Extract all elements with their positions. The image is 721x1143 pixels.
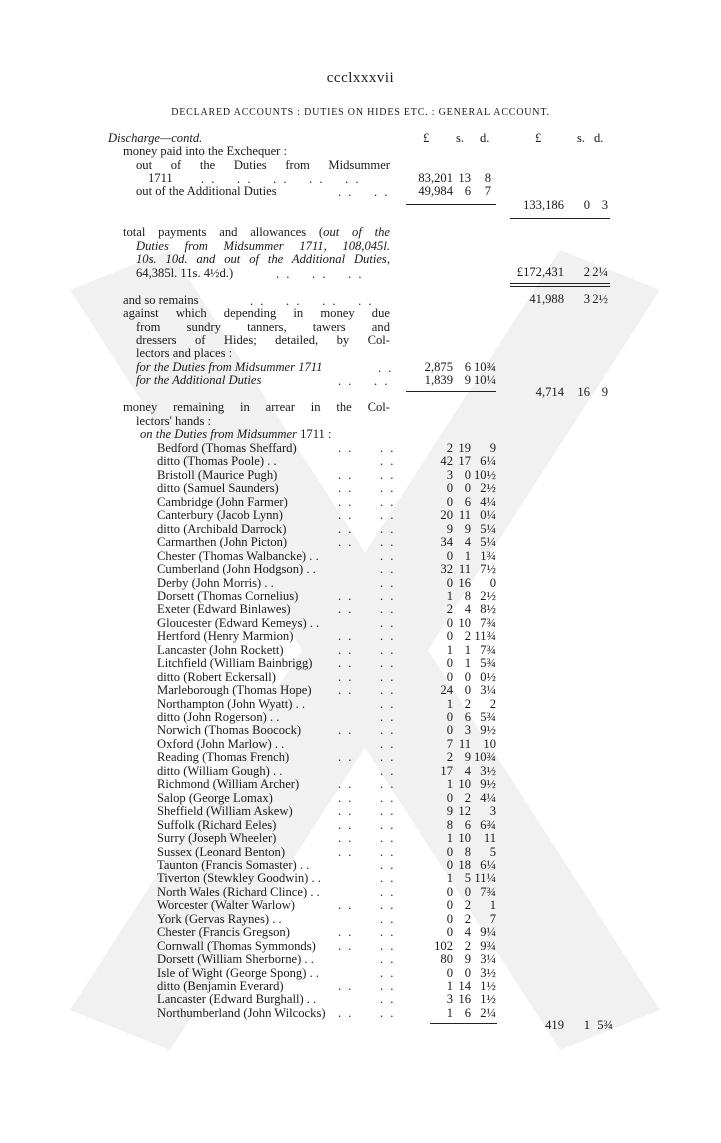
collector-name: Dorsett (Thomas Cornelius) xyxy=(157,589,299,603)
amount-l: 80 xyxy=(440,952,453,966)
collector-name: Litchfield (William Bainbrigg) xyxy=(157,656,313,670)
amount-l: 32 xyxy=(440,562,453,576)
arrear-total-s: 1 xyxy=(583,1018,590,1032)
amount-d: 3 xyxy=(489,804,496,818)
col-header-pounds-2: £ xyxy=(535,131,542,145)
amount-s: 4 xyxy=(464,764,471,778)
amount-d: 11¾ xyxy=(474,629,496,643)
depending-line1: against which depending in money due xyxy=(123,306,390,320)
total-payments-line1: total payments and allowances (out of the xyxy=(123,225,390,239)
exchequer-total-s: 0 xyxy=(583,198,590,212)
table-row: Canterbury (Jacob Lynn) . . . . xyxy=(157,508,396,522)
amount-l: 17 xyxy=(440,764,453,778)
amount-l: 24 xyxy=(440,683,453,697)
amount-l: 1 xyxy=(446,777,453,791)
amount-l: 0 xyxy=(446,912,453,926)
amount-s: 10 xyxy=(458,777,471,791)
amount-d: 9 xyxy=(489,441,496,455)
page-number: ccclxxxvii xyxy=(326,70,395,86)
amount-s: 19 xyxy=(458,441,471,455)
amount-d: 7¾ xyxy=(480,885,496,899)
amount-l: 0 xyxy=(446,898,453,912)
table-row: Worcester (Walter Warlow) . . . . xyxy=(157,898,396,912)
amount-s: 10 xyxy=(458,616,471,630)
arrear-line3: on the Duties from Midsummer 1711 : xyxy=(140,427,332,441)
amount-d: 9¾ xyxy=(480,939,496,953)
depending-total-l: 4,714 xyxy=(535,385,564,399)
table-row: Salop (George Lomax) . . . . xyxy=(157,791,396,805)
collector-name: Bedford (Thomas Sheffard) xyxy=(157,441,297,455)
amount-d: 2 xyxy=(489,697,496,711)
amount-s: 1 xyxy=(464,549,471,563)
collector-name: Norwich (Thomas Boocock) xyxy=(157,723,302,737)
table-row: Bedford (Thomas Sheffard) . . . . xyxy=(157,441,396,455)
table-row: Chester (Thomas Walbancke) . . . . xyxy=(157,549,396,563)
amount-s: 2 xyxy=(464,939,471,953)
depending-line6: for the Additional Duties xyxy=(136,373,262,387)
amount-d: 3½ xyxy=(480,966,496,980)
col-header-pence-2: d. xyxy=(594,131,604,145)
amount-s: 2 xyxy=(464,697,471,711)
amount-l: 3 xyxy=(446,468,453,482)
collector-name: Canterbury (Jacob Lynn) xyxy=(157,508,283,522)
table-row: Tiverton (Stewkley Goodwin) . . . . xyxy=(157,871,396,885)
amount-l: 0 xyxy=(446,629,453,643)
collector-name: ditto (Archibald Darrock) xyxy=(157,522,287,536)
depending-a2-s: 9 xyxy=(464,373,471,387)
collector-name: Suffolk (Richard Eeles) xyxy=(157,818,277,832)
collector-name: Hertford (Henry Marmion) xyxy=(157,629,294,643)
amount-l: 0 xyxy=(446,710,453,724)
amount-l: 1 xyxy=(446,979,453,993)
collector-name: Dorsett (William Sherborne) . . xyxy=(157,952,314,966)
amount-l: 1 xyxy=(446,589,453,603)
collector-name: York (Gervas Raynes) . . xyxy=(157,912,282,926)
amount-d: 1 xyxy=(489,898,496,912)
depending-line3: dressers of Hides; detailed, by Col- xyxy=(136,333,390,347)
amount-l: 0 xyxy=(446,481,453,495)
discharge-label: Discharge—contd. xyxy=(108,131,203,145)
total-payments-d: 2¼ xyxy=(592,265,608,279)
collector-name: Gloucester (Edward Kemeys) . . xyxy=(157,616,320,630)
table-row: ditto (Benjamin Everard) . . . . xyxy=(157,979,396,993)
amount-l: 2 xyxy=(446,602,453,616)
amount-s: 11 xyxy=(458,737,471,751)
amount-d: 7 xyxy=(489,912,496,926)
table-row: Chester (Francis Gregson) . . . . xyxy=(157,925,396,939)
exchequer-a1-l: 83,201 xyxy=(418,171,453,185)
exchequer-a2-s: 6 xyxy=(464,184,471,198)
amount-l: 0 xyxy=(446,925,453,939)
amount-s: 4 xyxy=(464,925,471,939)
table-row: Dorsett (Thomas Cornelius) . . . . xyxy=(157,589,396,603)
exchequer-a1-s: 13 xyxy=(458,171,471,185)
amount-l: 0 xyxy=(446,616,453,630)
depending-line2: from sundry tanners, tawers and xyxy=(136,320,390,334)
amount-s: 14 xyxy=(458,979,471,993)
exchequer-a2-l: 49,984 xyxy=(418,184,453,198)
amount-s: 4 xyxy=(464,602,471,616)
collector-name: Salop (George Lomax) xyxy=(157,791,273,805)
collector-name: Surry (Joseph Wheeler) xyxy=(157,831,277,845)
amount-s: 0 xyxy=(464,966,471,980)
amount-d: 7½ xyxy=(480,562,496,576)
amount-s: 1 xyxy=(464,656,471,670)
amount-l: 0 xyxy=(446,858,453,872)
collector-name: North Wales (Richard Clince) . . xyxy=(157,885,320,899)
depending-a1-l: 2,875 xyxy=(424,360,453,374)
arrear-line1: money remaining in arrear in the Col- xyxy=(123,400,390,414)
amount-d: 6¼ xyxy=(480,858,496,872)
amount-d: 7¾ xyxy=(480,643,496,657)
amount-d: 9½ xyxy=(480,723,496,737)
amount-l: 1 xyxy=(446,831,453,845)
table-row: Lancaster (John Rockett) . . . . xyxy=(157,643,396,657)
amount-s: 0 xyxy=(464,670,471,684)
amount-s: 16 xyxy=(458,992,471,1006)
depending-a1-d: 10¾ xyxy=(473,360,496,374)
table-row: Marleborough (Thomas Hope) . . . . xyxy=(157,683,396,697)
table-row: Bristoll (Maurice Pugh) . . . . xyxy=(157,468,396,482)
amount-s: 0 xyxy=(464,468,471,482)
arrear-total-d: 5¾ xyxy=(597,1018,613,1032)
amount-s: 1 xyxy=(464,643,471,657)
col-header-shillings-1: s. xyxy=(456,131,465,145)
depending-line4: lectors and places : xyxy=(136,346,233,360)
collector-name: Chester (Thomas Walbancke) . . xyxy=(157,549,319,563)
amount-s: 2 xyxy=(464,791,471,805)
exchequer-line2: out of the Additional Duties xyxy=(136,184,277,198)
amount-d: 9½ xyxy=(480,777,496,791)
table-row: Derby (John Morris) . . . . xyxy=(157,576,396,590)
collector-name: Reading (Thomas French) xyxy=(157,750,290,764)
table-row: Exeter (Edward Binlawes) . . . . xyxy=(157,602,396,616)
amount-s: 10 xyxy=(458,831,471,845)
exchequer-total-l: 133,186 xyxy=(523,198,564,212)
amount-s: 6 xyxy=(464,818,471,832)
amount-s: 0 xyxy=(464,885,471,899)
amount-d: 4¼ xyxy=(480,495,496,509)
amount-d: 0½ xyxy=(480,670,496,684)
table-row: Gloucester (Edward Kemeys) . . . . xyxy=(157,616,396,630)
amount-l: 34 xyxy=(440,535,453,549)
amount-l: 0 xyxy=(446,670,453,684)
amount-s: 6 xyxy=(464,495,471,509)
amount-d: 2½ xyxy=(480,481,496,495)
collector-name: Marleborough (Thomas Hope) xyxy=(157,683,312,697)
depending-a2-l: 1,839 xyxy=(424,373,453,387)
exchequer-a2-d: 7 xyxy=(484,184,491,198)
collector-name: ditto (Benjamin Everard) xyxy=(157,979,284,993)
table-row: Cumberland (John Hodgson) . . . . xyxy=(157,562,396,576)
total-payments-line4: 64,385l. 11s. 4½d.) xyxy=(136,266,234,280)
table-row: Surry (Joseph Wheeler) . . . . xyxy=(157,831,396,845)
amount-s: 18 xyxy=(458,858,471,872)
amount-l: 2 xyxy=(446,750,453,764)
table-row: York (Gervas Raynes) . . . . xyxy=(157,912,396,926)
amount-s: 6 xyxy=(464,710,471,724)
amount-d: 5¾ xyxy=(480,656,496,670)
amount-s: 4 xyxy=(464,535,471,549)
amount-s: 11 xyxy=(458,508,471,522)
table-row: Sussex (Leonard Benton) . . . . xyxy=(157,845,396,859)
amount-d: 10 xyxy=(483,737,496,751)
amount-s: 8 xyxy=(464,589,471,603)
amount-s: 0 xyxy=(464,683,471,697)
table-row: ditto (Thomas Poole) . . . . xyxy=(157,454,396,468)
amount-d: 3½ xyxy=(480,764,496,778)
total-payments-line2: Duties from Midsummer 1711, 108,045l. xyxy=(136,239,390,253)
collector-name: Lancaster (Edward Burghall) . . xyxy=(157,992,317,1006)
amount-d: 3¼ xyxy=(480,683,496,697)
collector-name: Tiverton (Stewkley Goodwin) . . xyxy=(157,871,321,885)
amount-s: 11 xyxy=(458,562,471,576)
amount-s: 5 xyxy=(464,871,471,885)
table-row: Reading (Thomas French) . . . . xyxy=(157,750,396,764)
amount-s: 2 xyxy=(464,912,471,926)
depending-line5: for the Duties from Midsummer 1711 xyxy=(136,360,323,374)
amount-l: 0 xyxy=(446,495,453,509)
depending-total-d: 9 xyxy=(601,385,608,399)
remains-l: 41,988 xyxy=(529,292,564,306)
total-payments-line3: 10s. 10d. and out of the Additional Duties, xyxy=(136,252,390,266)
amount-l: 1 xyxy=(446,643,453,657)
collector-name: ditto (William Gough) . . xyxy=(157,764,283,778)
collector-name: ditto (Samuel Saunders) xyxy=(157,481,279,495)
collector-name: Exeter (Edward Binlawes) xyxy=(157,602,291,616)
amount-d: 5 xyxy=(489,845,496,859)
collector-name: Lancaster (John Rockett) xyxy=(157,643,284,657)
exchequer-total-d: 3 xyxy=(601,198,608,212)
amount-l: 9 xyxy=(446,522,453,536)
amount-s: 2 xyxy=(464,629,471,643)
exchequer-a1-d: 8 xyxy=(484,171,491,185)
table-row: ditto (Samuel Saunders) . . . . xyxy=(157,481,396,495)
amount-d: 5¾ xyxy=(480,710,496,724)
collector-name: Cumberland (John Hodgson) . . xyxy=(157,562,316,576)
collector-name: ditto (Thomas Poole) . . xyxy=(157,454,277,468)
arrear-line2: lectors' hands : xyxy=(136,414,212,428)
total-payments-s: 2 xyxy=(583,265,590,279)
table-row: Northumberland (John Wilcocks) . . . . xyxy=(157,1006,396,1020)
depending-a1-s: 6 xyxy=(464,360,471,374)
collector-name: Taunton (Francis Somaster) . . xyxy=(157,858,310,872)
amount-d: 4¼ xyxy=(480,791,496,805)
collector-name: ditto (Robert Eckersall) xyxy=(157,670,276,684)
arrear-total-l: 419 xyxy=(545,1018,564,1032)
remains-label: and so remains xyxy=(123,293,199,307)
amount-l: 0 xyxy=(446,549,453,563)
amount-l: 3 xyxy=(446,992,453,1006)
amount-d: 10¾ xyxy=(473,750,496,764)
collector-name: Richmond (William Archer) xyxy=(157,777,300,791)
amount-d: 6¾ xyxy=(480,818,496,832)
amount-s: 12 xyxy=(458,804,471,818)
table-row: Taunton (Francis Somaster) . . . . xyxy=(157,858,396,872)
total-payments-l: £172,431 xyxy=(516,265,564,279)
running-head: DECLARED ACCOUNTS : DUTIES ON HIDES ETC. : GENERAL ACCOUNT. xyxy=(171,107,550,118)
amount-d: 5¼ xyxy=(480,522,496,536)
amount-s: 17 xyxy=(458,454,471,468)
collector-name: Cambridge (John Farmer) xyxy=(157,495,288,509)
collector-name: Oxford (John Marlow) . . xyxy=(157,737,285,751)
collector-name: ditto (John Rogerson) . . xyxy=(157,710,280,724)
collector-name: Northampton (John Wyatt) . . xyxy=(157,697,306,711)
amount-d: 5¼ xyxy=(480,535,496,549)
collector-name: Chester (Francis Gregson) xyxy=(157,925,290,939)
amount-l: 0 xyxy=(446,966,453,980)
amount-s: 9 xyxy=(464,522,471,536)
table-row: Suffolk (Richard Eeles) . . . . xyxy=(157,818,396,832)
col-header-pounds-1: £ xyxy=(423,131,430,145)
depending-total-s: 16 xyxy=(577,385,590,399)
amount-d: 1½ xyxy=(480,992,496,1006)
table-row: Isle of Wight (George Spong) . . . . xyxy=(157,966,396,980)
amount-l: 20 xyxy=(440,508,453,522)
amount-d: 0¼ xyxy=(480,508,496,522)
table-row: Carmarthen (John Picton) . . . . xyxy=(157,535,396,549)
amount-l: 0 xyxy=(446,791,453,805)
amount-l: 2 xyxy=(446,441,453,455)
table-row: Sheffield (William Askew) . . . . xyxy=(157,804,396,818)
collector-name: Isle of Wight (George Spong) . . xyxy=(157,966,320,980)
amount-l: 1 xyxy=(446,871,453,885)
amount-d: 2¼ xyxy=(480,1006,496,1020)
remains-d: 2½ xyxy=(592,292,608,306)
collector-name: Derby (John Morris) . . xyxy=(157,576,274,590)
amount-l: 7 xyxy=(446,737,453,751)
amount-s: 2 xyxy=(464,898,471,912)
table-row: Cornwall (Thomas Symmonds) . . . . xyxy=(157,939,396,953)
amount-d: 6¼ xyxy=(480,454,496,468)
amount-d: 1¾ xyxy=(480,549,496,563)
table-row: Cambridge (John Farmer) . . . . xyxy=(157,495,396,509)
amount-d: 11 xyxy=(483,831,496,845)
amount-s: 9 xyxy=(464,952,471,966)
collector-name: Worcester (Walter Warlow) xyxy=(157,898,295,912)
remains-s: 3 xyxy=(583,292,590,306)
amount-l: 1 xyxy=(446,697,453,711)
amount-d: 1½ xyxy=(480,979,496,993)
amount-d: 9¼ xyxy=(480,925,496,939)
collector-name: Sheffield (William Askew) xyxy=(157,804,293,818)
amount-s: 9 xyxy=(464,750,471,764)
table-row: ditto (Robert Eckersall) . . . . xyxy=(157,670,396,684)
table-row: Litchfield (William Bainbrigg) . . . . xyxy=(157,656,396,670)
amount-s: 8 xyxy=(464,845,471,859)
amount-l: 9 xyxy=(446,804,453,818)
amount-l: 1 xyxy=(446,1006,453,1020)
col-header-shillings-2: s. xyxy=(577,131,586,145)
table-row: ditto (William Gough) . . . . xyxy=(157,764,396,778)
table-row: Richmond (William Archer) . . . . xyxy=(157,777,396,791)
amount-l: 0 xyxy=(446,723,453,737)
table-row: Northampton (John Wyatt) . . . . xyxy=(157,697,396,711)
exchequer-line1b: 1711 xyxy=(148,171,173,185)
amount-l: 0 xyxy=(446,656,453,670)
amount-d: 7¾ xyxy=(480,616,496,630)
col-header-pence-1: d. xyxy=(480,131,490,145)
amount-d: 8½ xyxy=(480,602,496,616)
amount-d: 0 xyxy=(489,576,496,590)
exchequer-line1a: out of the Duties from Midsummer xyxy=(136,158,390,172)
amount-d: 3¼ xyxy=(480,952,496,966)
amount-l: 8 xyxy=(446,818,453,832)
amount-l: 0 xyxy=(446,885,453,899)
depending-a2-d: 10¼ xyxy=(473,373,496,387)
collector-name: Sussex (Leonard Benton) xyxy=(157,845,286,859)
amount-s: 3 xyxy=(464,723,471,737)
collector-name: Bristoll (Maurice Pugh) xyxy=(157,468,278,482)
amount-l: 0 xyxy=(446,845,453,859)
table-row: North Wales (Richard Clince) . . . . xyxy=(157,885,396,899)
collector-name: Northumberland (John Wilcocks) xyxy=(157,1006,326,1020)
amount-l: 42 xyxy=(440,454,453,468)
table-row: ditto (Archibald Darrock) . . . . xyxy=(157,522,396,536)
amount-s: 0 xyxy=(464,481,471,495)
amount-d: 11¼ xyxy=(474,871,496,885)
amount-l: 0 xyxy=(446,576,453,590)
table-row: Oxford (John Marlow) . . . . xyxy=(157,737,396,751)
amount-d: 10½ xyxy=(473,468,496,482)
table-row: Lancaster (Edward Burghall) . . . . xyxy=(157,992,396,1006)
table-row: Dorsett (William Sherborne) . . . . xyxy=(157,952,396,966)
table-row: Norwich (Thomas Boocock) . . . . xyxy=(157,723,396,737)
collector-name: Carmarthen (John Picton) xyxy=(157,535,288,549)
table-row: Hertford (Henry Marmion) . . . . xyxy=(157,629,396,643)
amount-d: 2½ xyxy=(480,589,496,603)
amount-l: 102 xyxy=(434,939,453,953)
amount-s: 6 xyxy=(464,1006,471,1020)
exchequer-heading: money paid into the Exchequer : xyxy=(123,144,288,158)
amount-s: 16 xyxy=(458,576,471,590)
table-row: ditto (John Rogerson) . . . . xyxy=(157,710,396,724)
collector-name: Cornwall (Thomas Symmonds) xyxy=(157,939,316,953)
